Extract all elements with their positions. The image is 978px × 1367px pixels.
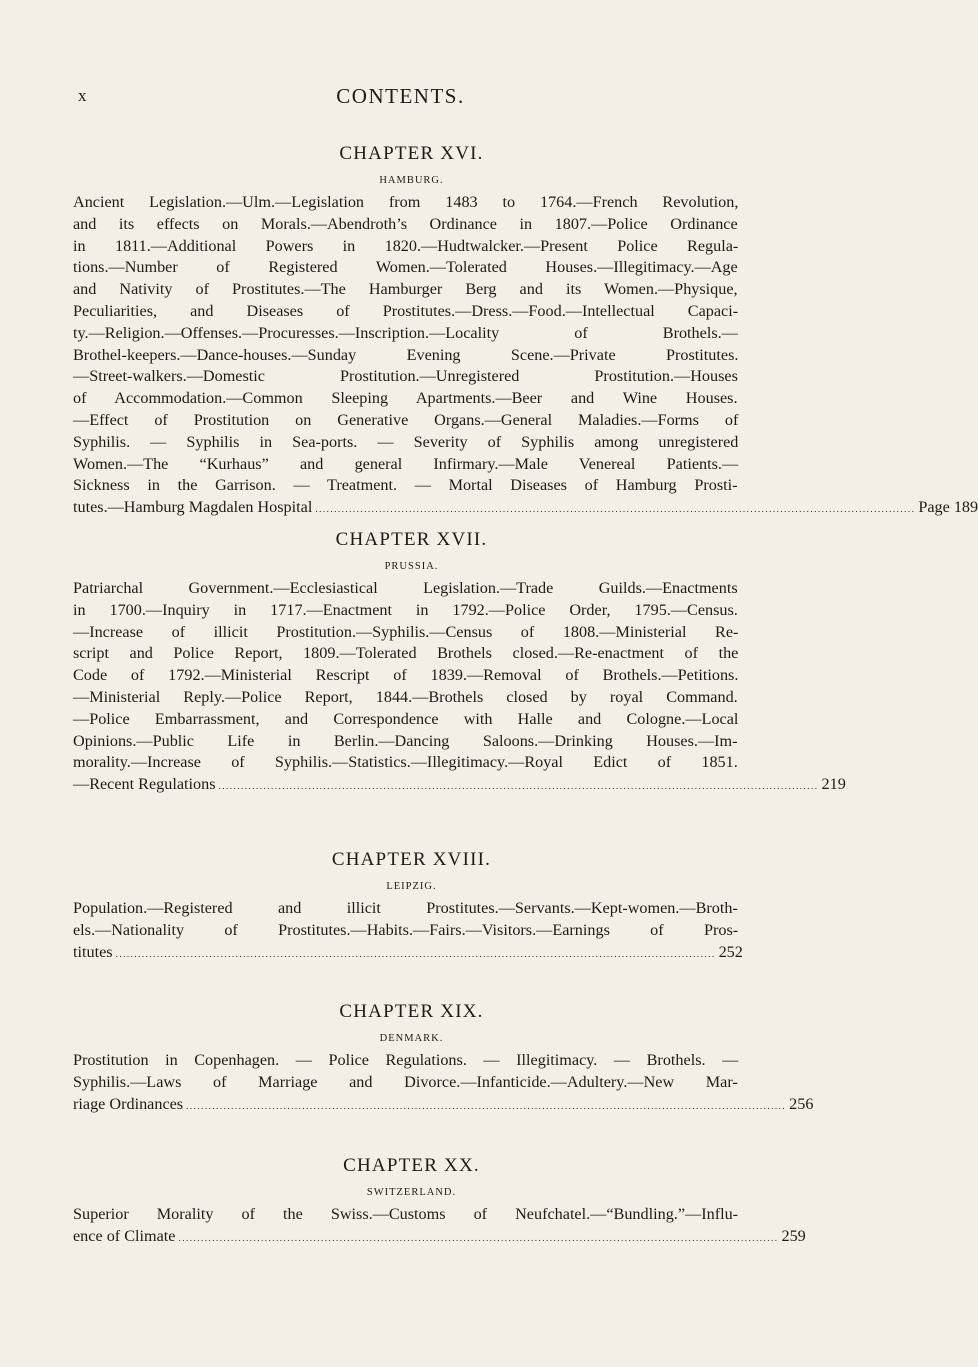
chapter-title: CHAPTER XIX.: [339, 1001, 484, 1022]
summary-line: [73, 192, 738, 214]
summary-last-line: [73, 1226, 806, 1248]
summary-text: ence of Climate: [73, 1226, 176, 1245]
summary-text: Patriarchal Government.—Ecclesiastical Legislation.—Trade Guilds.—Enactments: [73, 579, 738, 597]
summary-line: [73, 1050, 738, 1072]
summary-text: of Accommodation.—Common Sleeping Apartments.—Beer and Wine Houses.: [73, 389, 738, 408]
summary-text: —Recent Regulations: [73, 775, 216, 794]
page-number[interactable]: 256: [789, 1094, 814, 1113]
chapter-subtitle: SWITZERLAND.: [366, 1187, 457, 1198]
summary-line: [73, 1072, 738, 1094]
page-number[interactable]: 219: [821, 775, 846, 794]
summary-text: Code of 1792.—Ministerial Rescript of 1839.—Removal of Brothels.—Petitions.: [73, 666, 739, 685]
page-title: CONTENTS.: [336, 84, 465, 108]
summary-last-line: [73, 774, 846, 796]
summary-line: [73, 622, 738, 644]
summary-line: [73, 709, 738, 731]
summary-text: Women.—The “Kurhaus” and general Infirmary.—Male Venereal Patients.—: [73, 454, 739, 473]
summary-text: tions.—Number of Registered Women.—Tolerated Houses.—Illegitimacy.—Age: [73, 258, 738, 277]
dot-leader: ................................................................................................................................................................: [186, 1100, 787, 1111]
chapter-summary: [73, 1204, 806, 1248]
summary-line: [73, 236, 738, 258]
summary-line: [73, 578, 738, 600]
chapter-entry: [73, 528, 846, 796]
chapter-summary: [73, 578, 846, 796]
page-number[interactable]: 259: [781, 1226, 806, 1245]
summary-text: els.—Nationality of Prostitutes.—Habits.—Fairs.—Visitors.—Earnings of Pros-: [73, 920, 739, 939]
summary-text: and its effects on Morals.—Abendroth’s Ordinance in 1807.—Police Ordinance: [73, 214, 738, 233]
summary-text: in 1700.—Inquiry in 1717.—Enactment in 1792.—Police Order, 1795.—Census.: [73, 600, 738, 619]
summary-line: [73, 1204, 738, 1226]
summary-text: Syphilis.—Laws of Marriage and Divorce.—Infanticide.—Adultery.—New Mar-: [73, 1072, 738, 1091]
summary-line: [73, 279, 738, 301]
summary-line: [73, 410, 738, 432]
chapter-title: CHAPTER XX.: [343, 1155, 480, 1176]
dot-leader: ................................................................................................................................................................: [178, 1232, 779, 1243]
dot-leader: ................................................................................................................................................................: [315, 504, 916, 515]
summary-line: [73, 731, 738, 753]
chapter-subtitle: PRUSSIA.: [384, 561, 439, 572]
summary-last-line: [73, 497, 978, 519]
chapter-summary: [73, 1050, 814, 1115]
summary-text: Superior Morality of the Swiss.—Customs of Neufchatel.—“Bundling.”—Influ-: [73, 1205, 739, 1223]
chapter-subtitle: LEIPZIG.: [386, 881, 437, 892]
summary-text: tutes.—Hamburg Magdalen Hospital: [73, 498, 313, 517]
page-number[interactable]: Page 189: [918, 498, 978, 517]
chapter-entry: [73, 1154, 806, 1248]
summary-text: Opinions.—Public Life in Berlin.—Dancing Saloons.—Drinking Houses.—Im-: [73, 731, 738, 750]
summary-line: [73, 920, 738, 942]
chapter-title: CHAPTER XVI.: [339, 143, 484, 164]
summary-last-line: [73, 942, 743, 964]
summary-line: [73, 432, 738, 454]
summary-line: [73, 475, 738, 497]
summary-text: —Street-walkers.—Domestic Prostitution.—Unregistered Prostitution.—Houses: [73, 367, 738, 386]
summary-text: Peculiarities, and Diseases of Prostitutes.—Dress.—Food.—Intellectual Capaci-: [73, 301, 739, 320]
summary-text: ty.—Religion.—Offenses.—Procuresses.—Inscription.—Locality of Brothels.—: [73, 323, 738, 342]
summary-line: [73, 898, 738, 920]
summary-text: riage Ordinances: [73, 1094, 184, 1113]
page-folio: x: [78, 86, 88, 105]
summary-text: —Effect of Prostitution on Generative Organs.—General Maladies.—Forms of: [73, 410, 739, 429]
summary-line: [73, 454, 738, 476]
chapter-summary: [73, 898, 743, 963]
page-number[interactable]: 252: [718, 942, 743, 961]
summary-text: titutes: [73, 942, 113, 961]
summary-text: —Ministerial Reply.—Police Report, 1844.—Brothels closed by royal Command.: [73, 687, 738, 706]
summary-text: Syphilis. — Syphilis in Sea-ports. — Severity of Syphilis among unregistered: [73, 432, 739, 451]
chapter-entry: [73, 848, 743, 963]
summary-text: morality.—Increase of Syphilis.—Statistics.—Illegitimacy.—Royal Edict of 1851.: [73, 753, 738, 772]
summary-line: [73, 214, 738, 236]
summary-text: in 1811.—Additional Powers in 1820.—Hudtwalcker.—Present Police Regula-: [73, 236, 739, 255]
chapter-subtitle: DENMARK.: [379, 1033, 444, 1044]
summary-line: [73, 665, 738, 687]
dot-leader: ................................................................................................................................................................: [115, 948, 716, 959]
summary-line: [73, 257, 738, 279]
summary-text: script and Police Report, 1809.—Tolerated Brothels closed.—Re-enactment of the: [73, 644, 739, 663]
summary-text: Population.—Registered and illicit Prostitutes.—Servants.—Kept-women.—Broth-: [73, 899, 738, 917]
summary-text: and Nativity of Prostitutes.—The Hamburger Berg and its Women.—Physique,: [73, 280, 738, 299]
summary-last-line: [73, 1094, 814, 1116]
summary-line: [73, 600, 738, 622]
chapter-title: CHAPTER XVII.: [335, 529, 488, 550]
summary-line: [73, 345, 738, 367]
summary-text: Prostitution in Copenhagen. — Police Regulations. — Illegitimacy. — Brothels. —: [73, 1051, 739, 1069]
dot-leader: ................................................................................................................................................................: [218, 781, 819, 792]
summary-line: [73, 366, 738, 388]
running-head: [0, 84, 801, 114]
summary-line: [73, 323, 738, 345]
summary-text: Sickness in the Garrison. — Treatment. — Mortal Diseases of Hamburg Prosti-: [73, 476, 738, 495]
chapter-summary: [73, 192, 978, 519]
summary-text: Brothel-keepers.—Dance-houses.—Sunday Evening Scene.—Private Prostitutes.: [73, 345, 739, 364]
summary-line: [73, 752, 738, 774]
summary-line: [73, 301, 738, 323]
summary-text: —Increase of illicit Prostitution.—Syphilis.—Census of 1808.—Ministerial Re-: [73, 622, 739, 641]
summary-line: [73, 388, 738, 410]
chapter-entry: [73, 1000, 814, 1115]
summary-line: [73, 687, 738, 709]
summary-text: —Police Embarrassment, and Correspondence with Halle and Cologne.—Local: [73, 709, 739, 728]
chapter-subtitle: HAMBURG.: [379, 175, 444, 186]
summary-text: Ancient Legislation.—Ulm.—Legislation from 1483 to 1764.—French Revolution,: [73, 193, 739, 211]
chapter-entry: [73, 142, 978, 519]
summary-line: [73, 643, 738, 665]
chapter-title: CHAPTER XVIII.: [331, 849, 492, 870]
